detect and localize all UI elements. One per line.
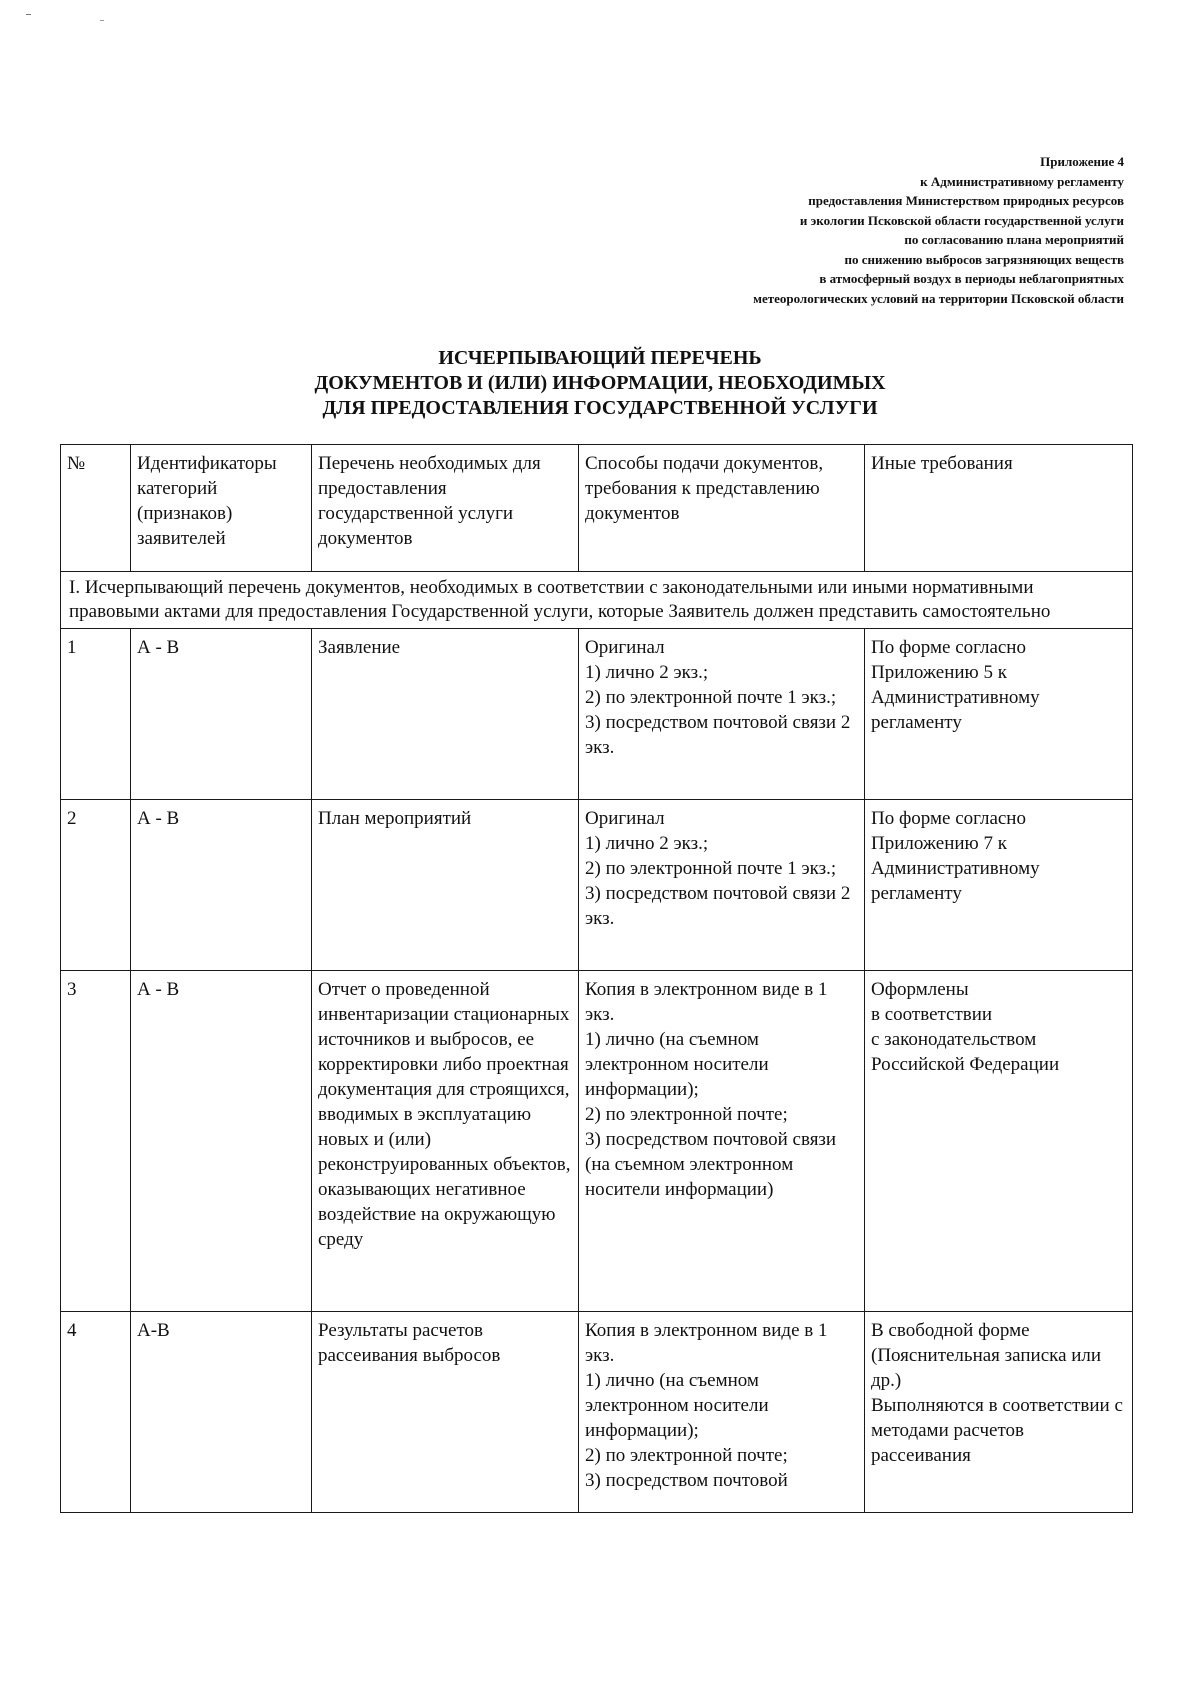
table-row	[61, 971, 1133, 1312]
cell-category: А - В	[131, 971, 312, 1312]
method-line: 2) по электронной почте 1 экз.;	[585, 687, 837, 708]
documents-table	[60, 444, 1133, 1513]
header-num: №	[61, 445, 131, 572]
method-line: 1) лично 2 экз.;	[585, 662, 709, 683]
other-line: В свободной форме (Пояснительная записка или др.)	[871, 1320, 1102, 1391]
method-line: 3) посредством почтовой	[585, 1470, 788, 1491]
cell-document: План мероприятий	[312, 800, 579, 971]
cell-document: Результаты расчетов рассеивания выбросов	[312, 1312, 579, 1513]
title-line: ДОКУМЕНТОВ И (ИЛИ) ИНФОРМАЦИИ, НЕОБХОДИМЫХ	[314, 372, 886, 394]
appendix-line: в атмосферный воздух в периоды неблагоприятных	[819, 271, 1124, 286]
table-row	[61, 629, 1133, 800]
header-documents: Перечень необходимых для предоставления государственной услуги документов	[312, 445, 579, 572]
cell-methods	[579, 800, 865, 971]
table-header-row	[61, 445, 1133, 572]
method-line: 3) посредством почтовой связи 2 экз.	[585, 883, 851, 929]
cell-methods	[579, 1312, 865, 1513]
table-row	[61, 800, 1133, 971]
appendix-line: по снижению выбросов загрязняющих веществ	[844, 251, 1124, 267]
other-line: Выполняются в соответствии с методами расчетов рассеивания	[871, 1395, 1123, 1466]
other-line: Оформлены	[871, 979, 969, 1000]
cell-num: 1	[61, 629, 131, 800]
appendix-line: и экологии Псковской области государственной услуги	[799, 212, 1124, 228]
cell-num: 3	[61, 971, 131, 1312]
appendix-line: по согласованию плана мероприятий	[904, 232, 1124, 247]
other-line: с законодательством Российской Федерации	[871, 1029, 1060, 1075]
appendix-note	[424, 152, 1124, 308]
method-line: 3) посредством почтовой связи (на съемном электронном носители информации)	[585, 1129, 837, 1200]
method-line: 3) посредством почтовой связи 2 экз.	[585, 712, 851, 758]
cell-other: По форме согласно Приложению 7 к Административному регламенту	[865, 800, 1133, 971]
cell-document: Заявление	[312, 629, 579, 800]
cell-other	[865, 971, 1133, 1312]
scan-speck	[26, 14, 31, 15]
method-line: 1) лично (на съемном электронном носители информации);	[585, 1370, 769, 1441]
scan-speck	[100, 20, 104, 21]
header-category: Идентификаторы категорий (признаков) заявителей	[131, 445, 312, 572]
section-title: I. Исчерпывающий перечень документов, необходимых в соответствии с законодательными или иными нормативными правовыми актами для предоставления Государственной услуги, которые Заявитель должен представить самостоятельно	[61, 572, 1133, 629]
method-line: 1) лично (на съемном электронном носители информации);	[585, 1029, 769, 1100]
method-line: 2) по электронной почте;	[585, 1104, 788, 1125]
appendix-line: предоставления Министерством природных ресурсов	[808, 193, 1124, 208]
table-row	[61, 1312, 1133, 1513]
method-line: Оригинал	[585, 808, 665, 829]
cell-category: А - В	[131, 800, 312, 971]
method-line: Копия в электронном виде в 1 экз.	[585, 1320, 828, 1366]
method-line: Копия в электронном виде в 1 экз.	[585, 979, 828, 1025]
appendix-line: Приложение 4	[1040, 154, 1124, 169]
cell-category: А - В	[131, 629, 312, 800]
appendix-line: метеорологических условий на территории Псковской области	[753, 290, 1124, 306]
method-line: Оригинал	[585, 637, 665, 658]
method-line: 2) по электронной почте;	[585, 1445, 788, 1466]
cell-document: Отчет о проведенной инвентаризации стационарных источников и выбросов, ее корректировки либо проектная документация для строящихся, вводимых в эксплуатацию новых и (или) реконструированных объектов, оказывающих негативное воздействие на окружающую среду	[312, 971, 579, 1312]
header-methods: Способы подачи документов, требования к представлению документов	[579, 445, 865, 572]
method-line: 2) по электронной почте 1 экз.;	[585, 858, 837, 879]
appendix-line: к Административному регламенту	[920, 173, 1124, 189]
other-line: в соответствии	[871, 1004, 993, 1025]
section-row	[61, 572, 1133, 629]
cell-other: По форме согласно Приложению 5 к Административному регламенту	[865, 629, 1133, 800]
document-title	[0, 346, 1200, 421]
title-line: ДЛЯ ПРЕДОСТАВЛЕНИЯ ГОСУДАРСТВЕННОЙ УСЛУГИ	[322, 397, 878, 419]
header-other: Иные требования	[865, 445, 1133, 572]
title-line: ИСЧЕРПЫВАЮЩИЙ ПЕРЕЧЕНЬ	[438, 347, 762, 369]
cell-category: А-В	[131, 1312, 312, 1513]
cell-num: 4	[61, 1312, 131, 1513]
method-line: 1) лично 2 экз.;	[585, 833, 709, 854]
cell-other	[865, 1312, 1133, 1513]
cell-methods	[579, 629, 865, 800]
cell-num: 2	[61, 800, 131, 971]
cell-methods	[579, 971, 865, 1312]
